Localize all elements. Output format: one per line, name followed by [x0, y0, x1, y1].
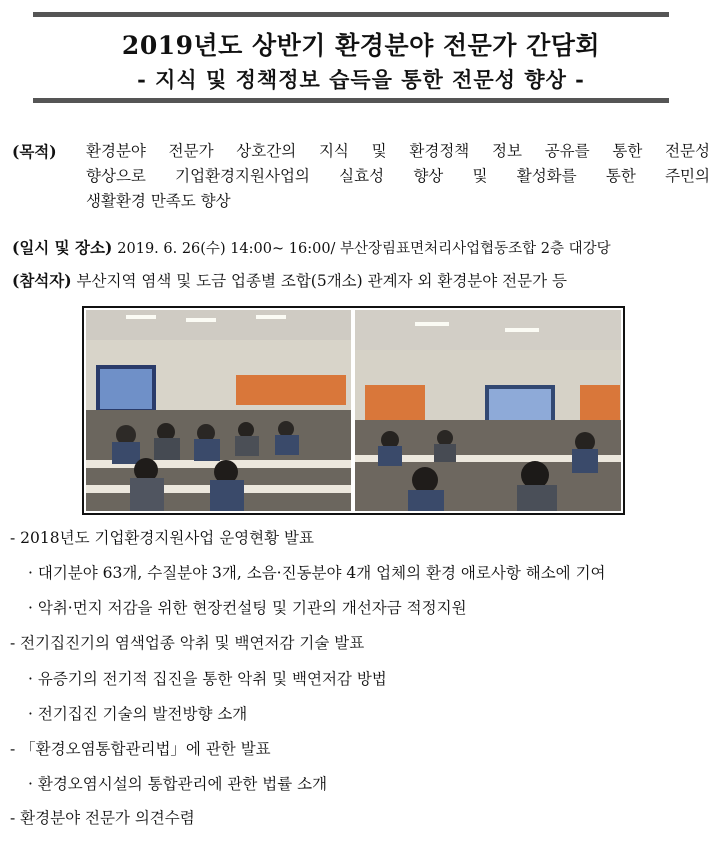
agenda-heading: - 「환경오염통합관리법」에 관한 발표: [10, 740, 271, 758]
photo-frame: [82, 306, 625, 515]
agenda-detail: · 악취·먼지 저감을 위한 현장컨설팅 및 기관의 개선자금 적정지원: [28, 599, 467, 617]
agenda-heading: - 전기집진기의 염색업종 악취 및 백연저감 기술 발표: [10, 634, 365, 652]
agenda-detail: · 대기분야 63개, 수질분야 3개, 소음·진동분야 4개 업체의 환경 애로사항 해소에 기여: [28, 564, 606, 582]
attendees-section: [12, 268, 712, 294]
purpose-label: (목적): [12, 142, 57, 161]
purpose-line: 환경분야 전문가 상호간의 지식 및 환경정책 정보 공유를 통한 전문성: [86, 142, 710, 160]
agenda-heading: - 환경분야 전문가 의견수렴: [10, 809, 195, 827]
attendees-text: 부산지역 염색 및 도금 업종별 조합(5개소) 관계자 외 환경분야 전문가 등: [76, 272, 568, 290]
agenda-detail: · 전기집진 기술의 발전방향 소개: [28, 705, 248, 723]
datetime-label: (일시 및 장소): [12, 238, 113, 257]
datetime-text: 2019. 6. 26(수) 14:00~ 16:00/ 부산장림표면처리사업협동조합 2층 대강당: [117, 241, 611, 257]
agenda-detail: · 환경오염시설의 통합관리에 관한 법률 소개: [28, 775, 328, 793]
header-bottom-rule: [33, 98, 669, 103]
attendees-label: (참석자): [12, 271, 72, 290]
purpose-line: 향상으로 기업환경지원사업의 실효성 향상 및 활성화를 통한 주민의: [86, 167, 710, 185]
agenda-heading: - 2018년도 기업환경지원사업 운영현황 발표: [10, 529, 314, 547]
header-top-rule: [33, 12, 669, 17]
seminar-photo-left: [86, 310, 351, 511]
datetime-section: [12, 235, 712, 262]
agenda-detail: · 유증기의 전기적 집진을 통한 악취 및 백연저감 방법: [28, 670, 387, 688]
page-title: 2019년도 상반기 환경분야 전문가 간담회: [121, 31, 601, 60]
purpose-line: 생활환경 만족도 향상: [86, 192, 231, 210]
page-subtitle: - 지식 및 정책정보 습득을 통한 전문성 향상 -: [137, 67, 585, 92]
seminar-photo-right: [355, 310, 621, 511]
